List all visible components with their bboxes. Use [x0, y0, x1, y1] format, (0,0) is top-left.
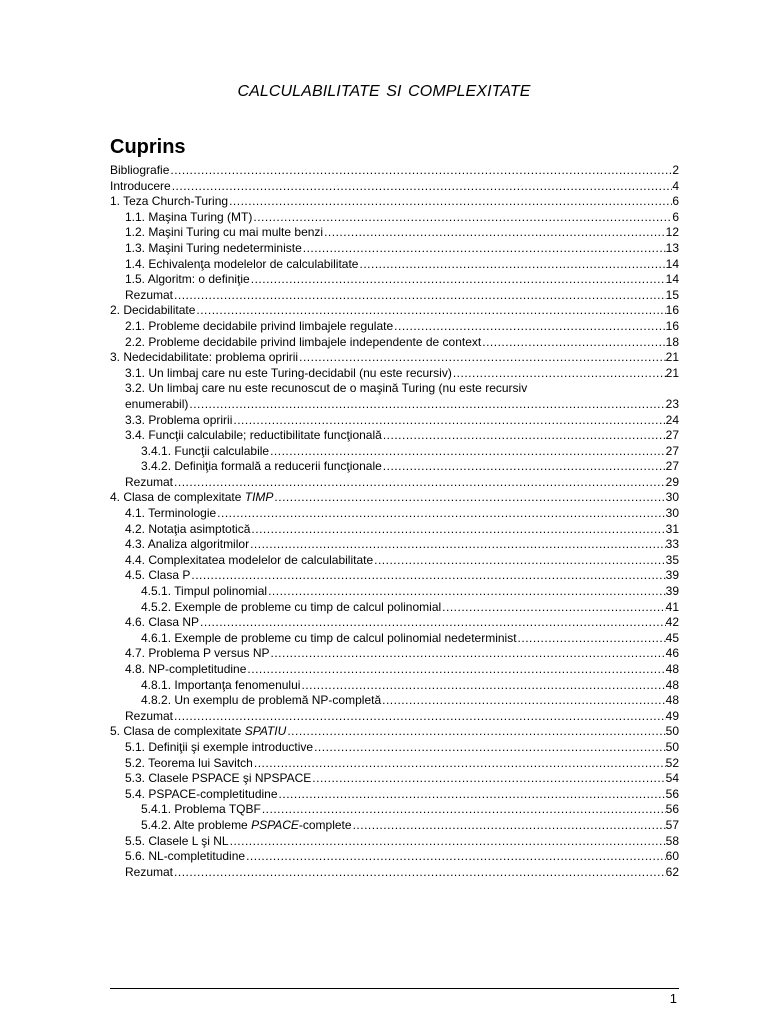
toc-entry-text: 2.1. Probleme decidabile privind limbajele regulate	[125, 318, 394, 333]
toc-page-number: 48	[665, 693, 679, 708]
toc-entry-title	[125, 210, 252, 226]
toc-entry	[110, 646, 679, 662]
toc-entry-text: 3.4.1. Funcţii calculabile	[141, 443, 270, 458]
toc-entry-text: Introducere	[110, 178, 171, 193]
toc-entry-title: 3.2. Un limbaj care nu este recunoscut de o maşină Turing (nu este recursiv	[125, 381, 528, 396]
toc-entry	[110, 834, 679, 850]
toc-entry-title	[141, 631, 517, 647]
toc-entry-text: 4.3. Analiza algoritmilor	[125, 537, 250, 552]
toc-page-number: 49	[665, 708, 679, 723]
toc-entry-text: Rezumat	[125, 864, 174, 879]
toc-leader-dots	[298, 350, 666, 366]
toc-entry	[110, 802, 679, 818]
toc-leader-dots	[481, 335, 665, 351]
toc-leader-dots	[173, 288, 666, 304]
toc-entry	[110, 163, 679, 179]
toc-leader-dots	[216, 506, 665, 522]
toc-entry-text: 4.2. Notaţia asimptotică	[125, 521, 251, 536]
toc-leader-dots	[173, 865, 666, 881]
toc-page-number: 12	[665, 225, 679, 240]
toc-entry	[110, 600, 679, 616]
toc-page-number: 27	[665, 459, 679, 474]
toc-entry	[110, 413, 679, 429]
toc-entry-title	[125, 366, 452, 382]
toc-entry-text: 4.5.1. Timpul polinomial	[141, 584, 268, 599]
toc-page-number: 23	[665, 396, 679, 411]
toc-entry	[110, 506, 679, 522]
toc-entry-title	[125, 834, 229, 850]
toc-page-number: 27	[665, 428, 679, 443]
toc-entry-emphasis: PSPACE	[251, 817, 299, 832]
toc-page-number: 56	[665, 802, 679, 817]
toc-entry	[110, 537, 679, 553]
toc-entry	[110, 724, 679, 740]
toc-entry	[110, 522, 679, 538]
toc-entry-text: Bibliografie	[110, 163, 170, 177]
toc-entry-title	[110, 179, 171, 195]
toc-entry-emphasis: SPATIU	[244, 724, 287, 739]
toc-page-number: 13	[665, 240, 679, 255]
toc-entry	[110, 210, 679, 226]
toc-entry-text: 4.7. Problema P versus NP	[125, 646, 270, 661]
toc-page-number: 14	[665, 272, 679, 287]
toc-entry-title	[125, 553, 373, 569]
toc-entry-title	[125, 709, 173, 725]
page-number: 1	[669, 991, 677, 1006]
toc-entry-text: Rezumat	[125, 708, 174, 723]
toc-entry	[110, 709, 679, 725]
toc-entry-title	[141, 678, 300, 694]
toc-leader-dots	[517, 631, 666, 647]
toc-entry-text: 3.4.2. Definiţia formală a reducerii funcţionale	[141, 459, 382, 474]
toc-leader-dots	[302, 241, 666, 257]
toc-entry-text: 1.3. Maşini Turing nedeterministe	[125, 240, 302, 255]
toc-page-number: 45	[665, 630, 679, 645]
toc-page-number: 6	[672, 209, 679, 224]
toc-page-number: 42	[665, 615, 679, 630]
toc-entry-title	[125, 787, 278, 803]
toc-page-number: 48	[665, 662, 679, 676]
toc-leader-dots	[228, 194, 672, 210]
toc-entry-text: 5.3. Clasele PSPACE şi NPSPACE	[125, 771, 312, 786]
toc-leader-dots	[250, 272, 666, 288]
toc-entry	[110, 257, 679, 273]
toc-entry	[110, 771, 679, 787]
toc-entry-text: 5.4.2. Alte probleme	[141, 817, 252, 832]
toc-entry-text: 4. Clasa de complexitate	[110, 490, 245, 505]
toc-leader-dots	[313, 740, 666, 756]
toc-entry	[110, 662, 679, 678]
toc-entry-title	[125, 413, 232, 429]
toc-entry-title	[125, 475, 173, 491]
toc-entry-text: 1.1. Maşina Turing (MT)	[125, 209, 253, 224]
table-of-contents	[110, 163, 679, 880]
toc-leader-dots	[267, 584, 666, 600]
toc-leader-dots	[250, 522, 665, 538]
toc-leader-dots	[278, 787, 666, 803]
toc-page-number: 41	[665, 599, 679, 614]
toc-entry-text: 1.4. Echivalenţa modelelor de calculabilitate	[125, 256, 359, 271]
toc-entry-text: 4.1. Terminologie	[125, 506, 217, 521]
toc-entry-title	[110, 350, 298, 366]
toc-entry-text: 1. Teza Church-Turing	[110, 194, 229, 209]
toc-page-number: 50	[665, 739, 679, 754]
toc-entry	[110, 444, 679, 460]
toc-entry-title	[110, 194, 228, 210]
toc-leader-dots	[452, 366, 666, 382]
toc-page-number: 46	[665, 646, 679, 661]
toc-entry-title	[141, 444, 269, 460]
toc-leader-dots	[441, 600, 665, 616]
toc-leader-dots	[269, 444, 666, 460]
toc-leader-dots	[261, 802, 666, 818]
toc-page-number: 2	[672, 163, 679, 177]
toc-page-number: 4	[672, 178, 679, 193]
toc-entry	[110, 459, 679, 475]
toc-leader-dots	[246, 662, 665, 678]
toc-leader-dots	[171, 179, 673, 195]
toc-page-number: 6	[672, 194, 679, 209]
toc-entry-text: 3.4. Funcţii calculabile; reductibilitate funcţională	[125, 428, 382, 443]
toc-entry-text: 5.2. Teorema lui Savitch	[125, 755, 253, 770]
toc-entry-title	[141, 584, 267, 600]
toc-entry-text: Rezumat	[125, 287, 174, 302]
toc-page-number: 62	[665, 864, 679, 879]
toc-leader-dots	[311, 771, 665, 787]
toc-entry-title	[125, 272, 250, 288]
toc-entry-title	[125, 428, 382, 444]
toc-entry-title	[125, 740, 313, 756]
toc-entry-title	[141, 600, 441, 616]
toc-page-number: 39	[665, 584, 679, 599]
toc-entry	[110, 553, 679, 569]
toc-entry-title	[125, 849, 245, 865]
toc-leader-dots	[382, 459, 666, 475]
toc-entry-text: 3. Nedecidabilitate: problema opririi	[110, 350, 299, 365]
toc-entry-title	[141, 693, 381, 709]
toc-entry-text: 5. Clasa de complexitate	[110, 724, 245, 739]
toc-entry-title	[125, 537, 249, 553]
toc-entry-title-continued: enumerabil)	[125, 396, 189, 411]
toc-entry-title	[141, 459, 382, 475]
toc-entry	[110, 428, 679, 444]
toc-leader-dots	[245, 849, 666, 865]
toc-entry-text: 2. Decidabilitate	[110, 303, 196, 318]
toc-entry-title	[125, 257, 358, 273]
toc-page-number: 21	[665, 350, 679, 365]
toc-page-number: 60	[665, 849, 679, 864]
toc-page-number: 39	[665, 568, 679, 583]
toc-entry-text: 4.8.2. Un exemplu de problemă NP-completă	[141, 693, 382, 708]
toc-entry-title	[110, 724, 286, 740]
toc-page-number: 35	[665, 552, 679, 567]
toc-page-number: 50	[665, 724, 679, 739]
toc-leader-dots	[169, 163, 672, 179]
toc-leader-dots	[323, 225, 666, 241]
toc-entry-text: 1.5. Algoritm: o definiţie	[125, 272, 250, 287]
toc-entry-title	[125, 568, 190, 584]
toc-page-number: 33	[665, 537, 679, 552]
toc-page-number: 30	[665, 506, 679, 521]
toc-entry-title	[125, 771, 311, 787]
toc-leader-dots	[286, 724, 665, 740]
toc-leader-dots	[249, 537, 666, 553]
toc-entry-text: 4.8.1. Importanţa fenomenului	[141, 677, 301, 692]
toc-entry	[110, 568, 679, 584]
toc-leader-dots	[352, 818, 666, 834]
toc-entry	[110, 818, 679, 834]
toc-leader-dots	[232, 413, 665, 429]
toc-page-number: 54	[665, 771, 679, 786]
toc-entry-text: 4.6. Clasa NP	[125, 615, 200, 630]
toc-entry	[110, 366, 679, 382]
toc-leader-dots	[190, 568, 665, 584]
toc-leader-dots	[252, 210, 672, 226]
toc-entry-title	[125, 241, 302, 257]
toc-page-number: 15	[665, 287, 679, 302]
toc-entry-title	[125, 865, 173, 881]
toc-entry-emphasis: TIMP	[244, 490, 274, 505]
toc-entry	[110, 584, 679, 600]
toc-entry-text: 5.1. Definiţii şi exemple introductive	[125, 739, 314, 754]
toc-entry	[110, 693, 679, 709]
toc-page-number: 16	[665, 318, 679, 333]
toc-entry-text: 3.3. Problema opririi	[125, 412, 233, 427]
toc-entry	[110, 475, 679, 491]
toc-leader-dots	[358, 257, 665, 273]
toc-entry-text: 4.8. NP-completitudine	[125, 662, 247, 676]
toc-entry	[110, 303, 679, 319]
toc-leader-dots	[393, 319, 665, 335]
toc-entry-title	[125, 615, 199, 631]
toc-page-number: 29	[665, 474, 679, 489]
toc-leader-dots	[273, 490, 665, 506]
toc-entry-text: 4.6.1. Exemple de probleme cu timp de calcul polinomial nedeterminist	[141, 630, 517, 645]
toc-entry-title	[125, 288, 173, 304]
toc-heading: Cuprins	[110, 136, 186, 158]
toc-page-number: 18	[665, 334, 679, 349]
toc-leader-dots	[195, 303, 665, 319]
toc-entry-title	[125, 335, 481, 351]
toc-entry-title	[110, 303, 195, 319]
toc-entry-text: 4.5.2. Exemple de probleme cu timp de calcul polinomial	[141, 599, 442, 614]
toc-page-number: 24	[665, 412, 679, 427]
toc-entry	[110, 288, 679, 304]
toc-entry-text: 3.1. Un limbaj care nu este Turing-decidabil (nu este recursiv)	[125, 365, 452, 380]
page-title: CALCULABILITATE SI COMPLEXITATE	[237, 83, 531, 100]
toc-entry-text: 2.2. Probleme decidabile privind limbajele independente de context	[125, 334, 482, 349]
toc-entry-text-suffix: -complete	[298, 817, 352, 832]
toc-entry	[110, 678, 679, 694]
toc-page-number: 57	[665, 817, 679, 832]
toc-entry-title	[141, 802, 261, 818]
toc-entry-title	[125, 756, 253, 772]
toc-leader-dots	[188, 397, 665, 413]
toc-leader-dots	[382, 428, 666, 444]
toc-page-number: 58	[665, 833, 679, 848]
toc-entry-title	[125, 522, 250, 538]
toc-page-number: 30	[665, 490, 679, 505]
toc-leader-dots	[381, 693, 666, 709]
toc-entry	[110, 740, 679, 756]
toc-entry	[110, 241, 679, 257]
toc-entry-title	[125, 646, 270, 662]
toc-leader-dots	[229, 834, 666, 850]
toc-page-number: 21	[665, 365, 679, 380]
footer-rule	[110, 988, 679, 989]
toc-leader-dots	[270, 646, 666, 662]
toc-entry-title	[125, 225, 323, 241]
toc-entry-text: 5.4. PSPACE-completitudine	[125, 786, 278, 801]
toc-leader-dots	[173, 475, 666, 491]
toc-page-number: 52	[665, 755, 679, 770]
toc-entry-text: 1.2. Maşini Turing cu mai multe benzi	[125, 225, 324, 240]
toc-entry-title	[125, 662, 246, 678]
toc-entry	[110, 756, 679, 772]
toc-leader-dots	[199, 615, 666, 631]
toc-entry-title	[141, 818, 352, 834]
toc-entry	[110, 787, 679, 803]
toc-leader-dots	[173, 709, 666, 725]
toc-entry	[110, 272, 679, 288]
toc-entry	[110, 225, 679, 241]
toc-entry	[110, 615, 679, 631]
toc-entry-text: 5.4.1. Problema TQBF	[141, 802, 261, 817]
toc-entry	[110, 335, 679, 351]
toc-entry	[110, 350, 679, 366]
toc-entry-title	[110, 163, 169, 179]
toc-entry-title	[125, 319, 393, 335]
toc-page-number: 14	[665, 256, 679, 271]
toc-page-number: 16	[665, 303, 679, 318]
toc-leader-dots	[373, 553, 666, 569]
toc-page-number: 31	[665, 521, 679, 536]
toc-entry	[110, 194, 679, 210]
toc-leader-dots	[253, 756, 666, 772]
toc-entry-text: 5.5. Clasele L şi NL	[125, 833, 229, 848]
toc-entry	[110, 849, 679, 865]
toc-page-number: 27	[665, 443, 679, 458]
toc-entry	[110, 179, 679, 195]
toc-page-number: 48	[665, 677, 679, 692]
toc-entry	[110, 319, 679, 335]
toc-entry	[110, 631, 679, 647]
toc-entry-title	[110, 490, 273, 506]
toc-entry-text: Rezumat	[125, 474, 174, 489]
toc-page-number: 56	[665, 786, 679, 801]
toc-entry	[110, 490, 679, 506]
toc-entry-text: 4.5. Clasa P	[125, 568, 191, 583]
toc-entry	[110, 381, 679, 412]
toc-entry-text: 5.6. NL-completitudine	[125, 849, 246, 864]
toc-entry-title	[125, 506, 216, 522]
toc-entry	[110, 865, 679, 881]
toc-entry-text: 4.4. Complexitatea modelelor de calculabilitate	[125, 552, 374, 567]
toc-leader-dots	[300, 678, 665, 694]
